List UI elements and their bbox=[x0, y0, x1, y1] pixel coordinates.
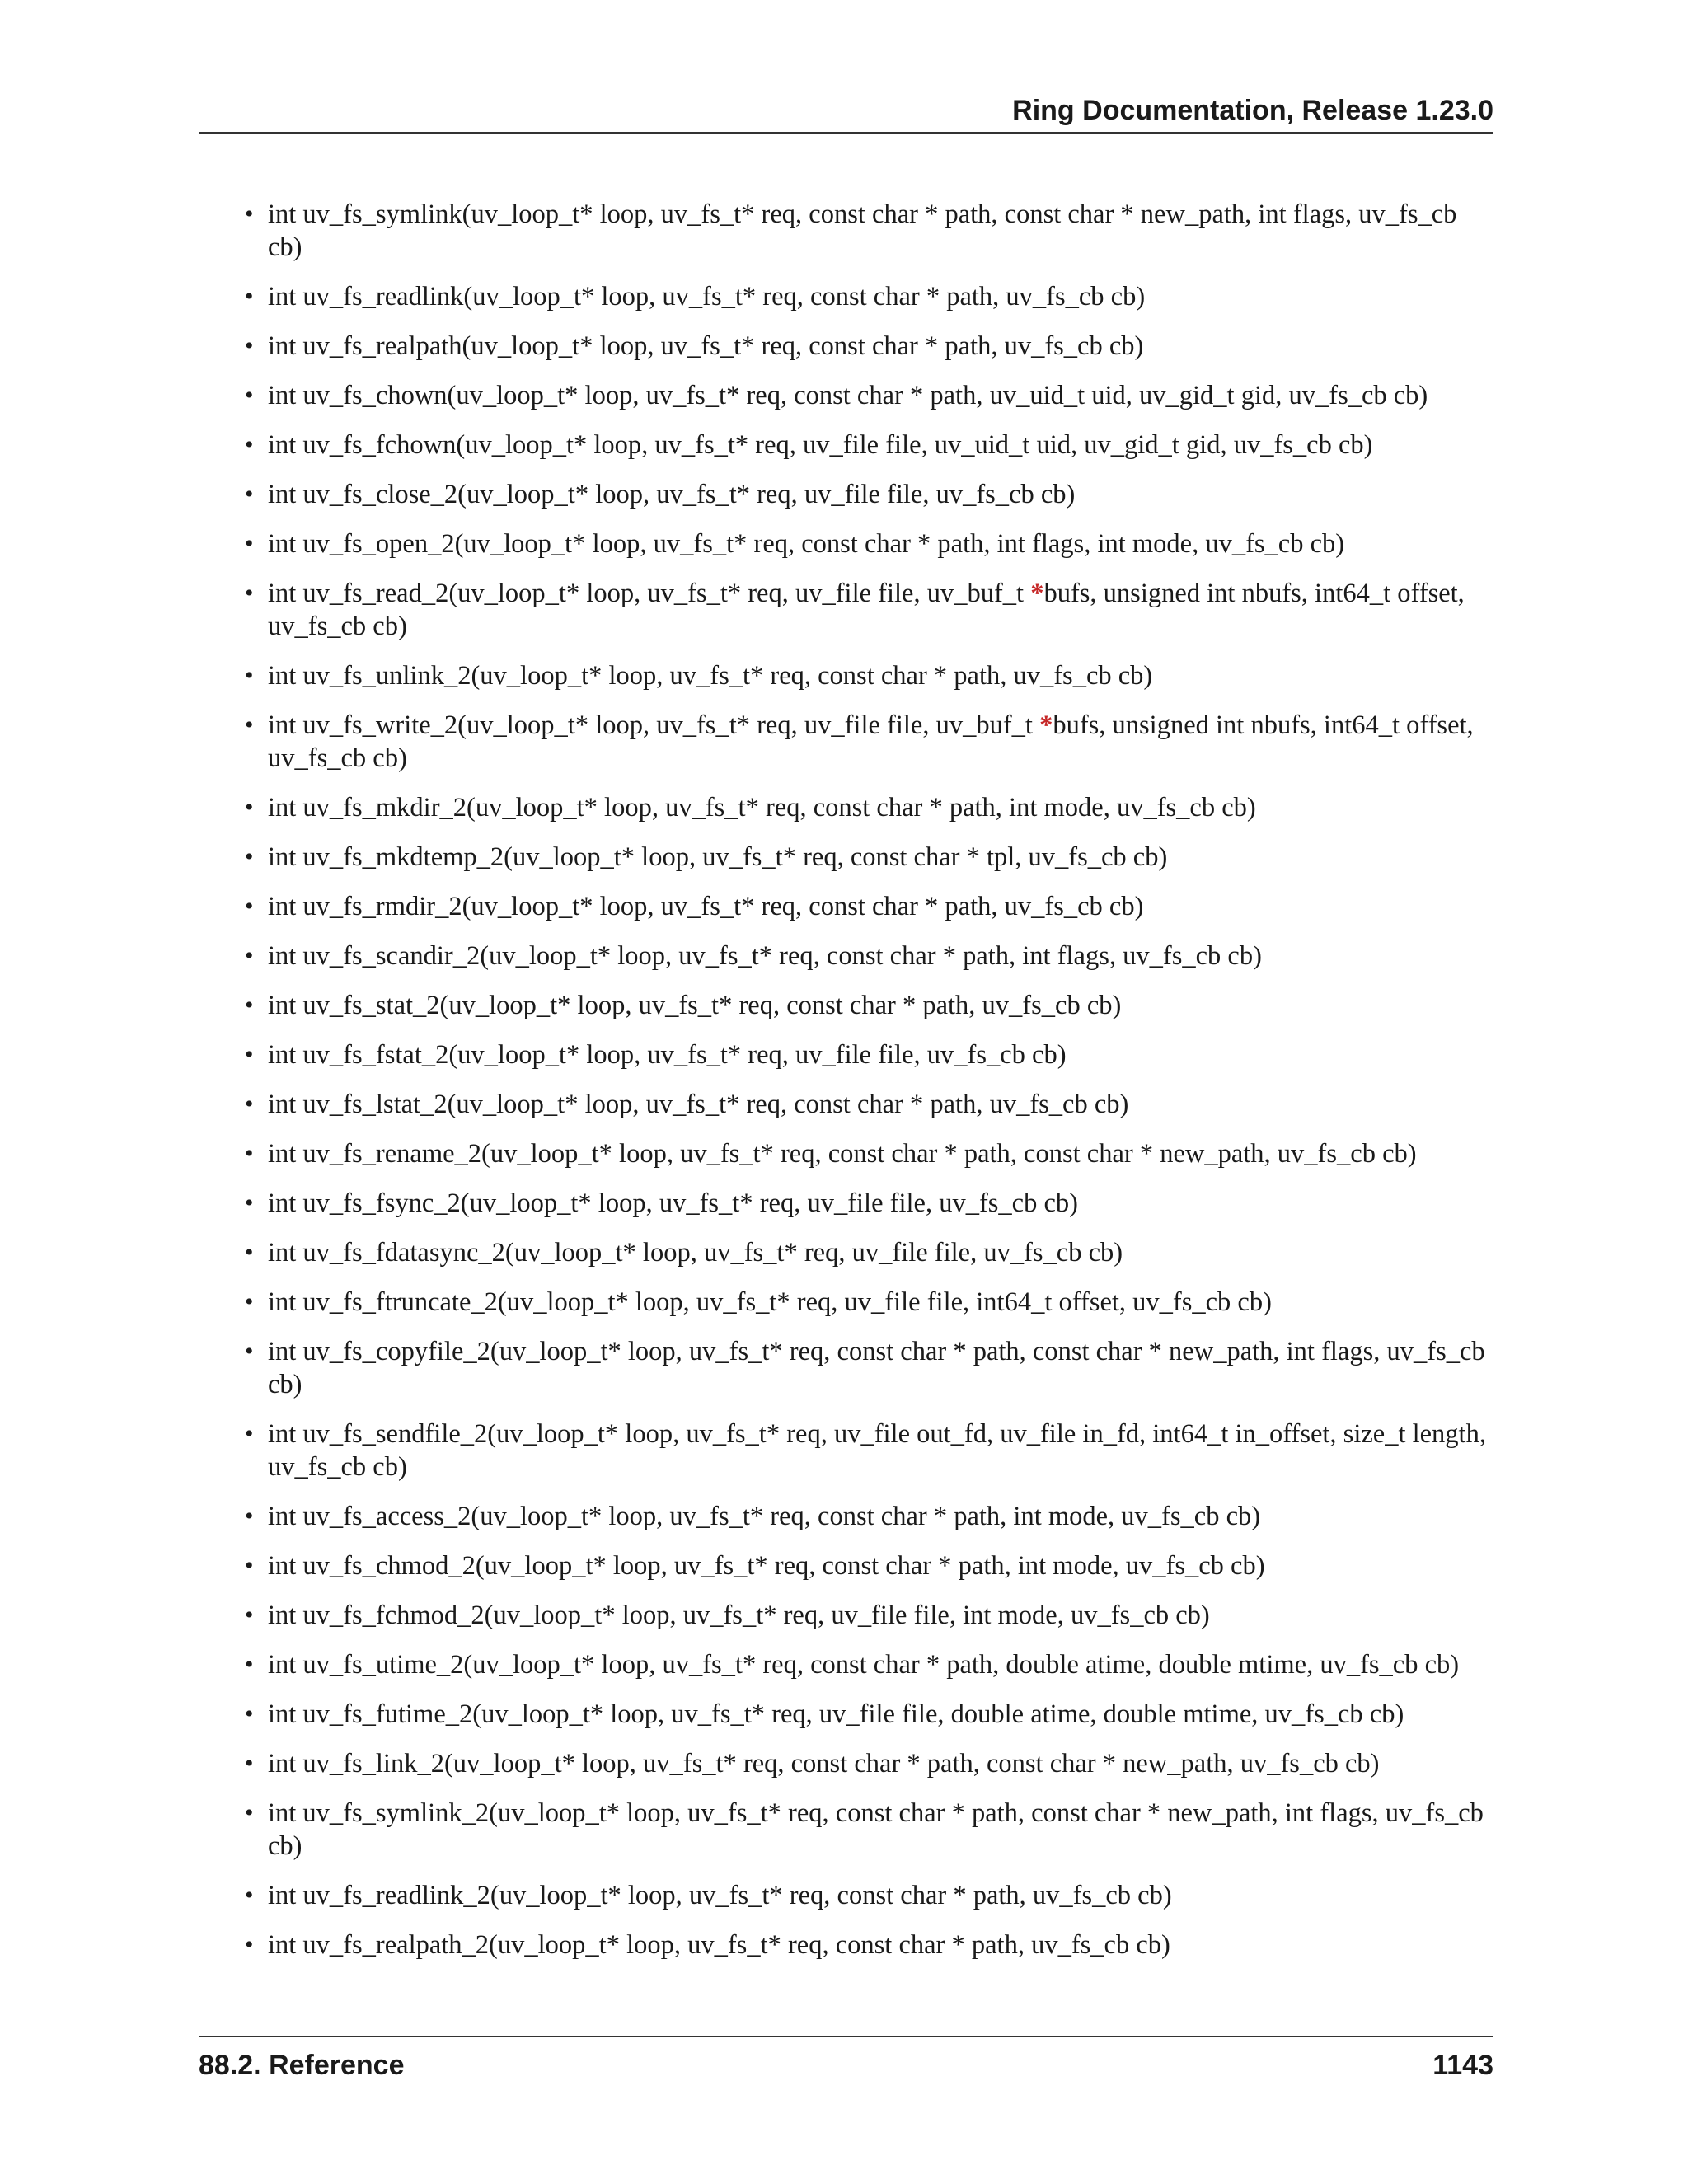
function-signature: int uv_fs_mkdir_2(uv_loop_t* loop, uv_fs_t* req, const char * path, int mode, uv_fs_cb cb) bbox=[268, 793, 1256, 823]
bullet-icon: • bbox=[245, 1090, 254, 1118]
function-signature: int uv_fs_futime_2(uv_loop_t* loop, uv_fs_t* req, uv_file file, double atime, double mtime, uv_fs_cb cb) bbox=[268, 1699, 1404, 1729]
error-marker: * bbox=[1030, 579, 1044, 608]
function-signature: int uv_fs_ftruncate_2(uv_loop_t* loop, uv_fs_t* req, uv_file file, int64_t offset, uv_fs_cb cb) bbox=[268, 1287, 1272, 1317]
function-item bbox=[199, 1879, 1493, 1912]
bullet-icon: • bbox=[245, 1338, 254, 1365]
bullet-icon: • bbox=[245, 200, 254, 227]
bullet-icon: • bbox=[245, 893, 254, 920]
function-signature: int uv_fs_write_2(uv_loop_t* loop, uv_fs_t* req, uv_file file, uv_buf_t bbox=[268, 710, 1040, 740]
function-signature: int uv_fs_close_2(uv_loop_t* loop, uv_fs_t* req, uv_file file, uv_fs_cb cb) bbox=[268, 480, 1076, 509]
bullet-icon: • bbox=[245, 794, 254, 821]
bullet-icon: • bbox=[245, 1288, 254, 1315]
bullet-icon: • bbox=[245, 1420, 254, 1447]
function-item bbox=[199, 478, 1493, 511]
bullet-icon: • bbox=[245, 991, 254, 1019]
bullet-icon: • bbox=[245, 1140, 254, 1167]
bullet-icon: • bbox=[245, 1750, 254, 1777]
page-header bbox=[199, 92, 1493, 134]
bullet-icon: • bbox=[245, 1552, 254, 1579]
function-item bbox=[199, 1286, 1493, 1319]
bullet-icon: • bbox=[245, 480, 254, 508]
function-signature: int uv_fs_sendfile_2(uv_loop_t* loop, uv_fs_t* req, uv_file out_fd, uv_file in_fd, int64_t in_offset, size_t length, uv_fs_cb cb) bbox=[268, 1419, 1486, 1482]
bullet-icon: • bbox=[245, 332, 254, 359]
function-signature: int uv_fs_utime_2(uv_loop_t* loop, uv_fs_t* req, const char * path, double atime, double mtime, uv_fs_cb cb) bbox=[268, 1650, 1460, 1680]
function-signature: int uv_fs_symlink_2(uv_loop_t* loop, uv_fs_t* req, const char * path, const char * new_path, int flags, uv_fs_cb cb) bbox=[268, 1798, 1484, 1861]
page-number: 1143 bbox=[1432, 2050, 1493, 2081]
error-marker: * bbox=[1039, 710, 1053, 740]
bullet-icon: • bbox=[245, 843, 254, 870]
function-item bbox=[199, 1088, 1493, 1121]
function-signature-rest: bufs, unsigned int nbufs, int64_t offset, uv_fs_cb cb) bbox=[268, 710, 1474, 773]
function-signature: int uv_fs_lstat_2(uv_loop_t* loop, uv_fs_t* req, const char * path, uv_fs_cb cb) bbox=[268, 1090, 1129, 1119]
function-item bbox=[199, 527, 1493, 560]
function-signature: int uv_fs_realpath_2(uv_loop_t* loop, uv_fs_t* req, const char * path, uv_fs_cb cb) bbox=[268, 1930, 1170, 1960]
bullet-icon: • bbox=[245, 942, 254, 969]
function-signature: int uv_fs_fdatasync_2(uv_loop_t* loop, uv_fs_t* req, uv_file file, uv_fs_cb cb) bbox=[268, 1238, 1123, 1268]
function-list bbox=[199, 198, 1493, 1961]
function-item bbox=[199, 379, 1493, 412]
function-item bbox=[199, 198, 1493, 264]
function-item bbox=[199, 989, 1493, 1022]
bullet-icon: • bbox=[245, 1041, 254, 1068]
function-item bbox=[199, 1236, 1493, 1269]
function-item bbox=[199, 1929, 1493, 1961]
function-item bbox=[199, 330, 1493, 363]
function-signature: int uv_fs_copyfile_2(uv_loop_t* loop, uv_fs_t* req, const char * path, const char * new_path, int flags, uv_fs_cb cb) bbox=[268, 1337, 1485, 1399]
function-item bbox=[199, 1418, 1493, 1483]
function-item bbox=[199, 1335, 1493, 1401]
section-label: 88.2. Reference bbox=[199, 2050, 405, 2081]
bullet-icon: • bbox=[245, 711, 254, 738]
bullet-icon: • bbox=[245, 579, 254, 607]
function-signature: int uv_fs_fchown(uv_loop_t* loop, uv_fs_t* req, uv_file file, uv_uid_t uid, uv_gid_t gid, uv_fs_cb cb) bbox=[268, 430, 1373, 460]
function-signature: int uv_fs_stat_2(uv_loop_t* loop, uv_fs_t* req, const char * path, uv_fs_cb cb) bbox=[268, 991, 1122, 1020]
function-item bbox=[199, 841, 1493, 874]
function-item bbox=[199, 1698, 1493, 1731]
function-signature-rest: bufs, unsigned int nbufs, int64_t offset, uv_fs_cb cb) bbox=[268, 579, 1465, 641]
function-item bbox=[199, 280, 1493, 313]
bullet-icon: • bbox=[245, 1239, 254, 1266]
function-signature: int uv_fs_chmod_2(uv_loop_t* loop, uv_fs_t* req, const char * path, int mode, uv_fs_cb cb) bbox=[268, 1551, 1265, 1581]
bullet-icon: • bbox=[245, 1700, 254, 1727]
function-item bbox=[199, 1549, 1493, 1582]
function-signature: int uv_fs_scandir_2(uv_loop_t* loop, uv_fs_t* req, const char * path, int flags, uv_fs_cb cb) bbox=[268, 941, 1262, 971]
function-signature: int uv_fs_fchmod_2(uv_loop_t* loop, uv_fs_t* req, uv_file file, int mode, uv_fs_cb cb) bbox=[268, 1601, 1210, 1630]
function-signature: int uv_fs_fsync_2(uv_loop_t* loop, uv_fs_t* req, uv_file file, uv_fs_cb cb) bbox=[268, 1188, 1078, 1218]
bullet-icon: • bbox=[245, 1799, 254, 1826]
function-signature: int uv_fs_read_2(uv_loop_t* loop, uv_fs_t* req, uv_file file, uv_buf_t bbox=[268, 579, 1031, 608]
function-item bbox=[199, 791, 1493, 824]
function-signature: int uv_fs_symlink(uv_loop_t* loop, uv_fs_t* req, const char * path, const char * new_path, int flags, uv_fs_cb cb) bbox=[268, 199, 1457, 262]
bullet-icon: • bbox=[245, 1931, 254, 1958]
function-item bbox=[199, 1500, 1493, 1533]
function-signature: int uv_fs_rmdir_2(uv_loop_t* loop, uv_fs_t* req, const char * path, uv_fs_cb cb) bbox=[268, 892, 1144, 921]
function-item bbox=[199, 659, 1493, 692]
function-signature: int uv_fs_readlink(uv_loop_t* loop, uv_fs_t* req, const char * path, uv_fs_cb cb) bbox=[268, 282, 1146, 312]
function-item bbox=[199, 1038, 1493, 1071]
bullet-icon: • bbox=[245, 1882, 254, 1909]
function-list-section bbox=[199, 198, 1493, 1978]
function-signature: int uv_fs_access_2(uv_loop_t* loop, uv_fs_t* req, const char * path, int mode, uv_fs_cb cb) bbox=[268, 1502, 1261, 1531]
function-item bbox=[199, 1137, 1493, 1170]
bullet-icon: • bbox=[245, 662, 254, 689]
function-signature: int uv_fs_unlink_2(uv_loop_t* loop, uv_fs_t* req, const char * path, uv_fs_cb cb) bbox=[268, 661, 1153, 691]
function-item bbox=[199, 890, 1493, 923]
function-signature: int uv_fs_rename_2(uv_loop_t* loop, uv_fs_t* req, const char * path, const char * new_path, uv_fs_cb cb) bbox=[268, 1139, 1417, 1169]
bullet-icon: • bbox=[245, 1189, 254, 1216]
document-title: Ring Documentation, Release 1.23.0 bbox=[1012, 95, 1493, 126]
function-signature: int uv_fs_open_2(uv_loop_t* loop, uv_fs_t* req, const char * path, int flags, int mode, uv_fs_cb cb) bbox=[268, 529, 1345, 559]
function-item bbox=[199, 577, 1493, 643]
function-item bbox=[199, 940, 1493, 972]
function-item bbox=[199, 1599, 1493, 1632]
function-item bbox=[199, 1797, 1493, 1863]
function-signature: int uv_fs_chown(uv_loop_t* loop, uv_fs_t* req, const char * path, uv_uid_t uid, uv_gid_t gid, uv_fs_cb cb) bbox=[268, 381, 1428, 410]
bullet-icon: • bbox=[245, 431, 254, 458]
function-item bbox=[199, 429, 1493, 462]
function-signature: int uv_fs_link_2(uv_loop_t* loop, uv_fs_t* req, const char * path, const char * new_path, uv_fs_cb cb) bbox=[268, 1749, 1380, 1779]
page-footer bbox=[199, 2036, 1493, 2087]
bullet-icon: • bbox=[245, 283, 254, 310]
function-signature: int uv_fs_realpath(uv_loop_t* loop, uv_fs_t* req, const char * path, uv_fs_cb cb) bbox=[268, 331, 1144, 361]
bullet-icon: • bbox=[245, 1601, 254, 1629]
function-signature: int uv_fs_readlink_2(uv_loop_t* loop, uv_fs_t* req, const char * path, uv_fs_cb cb) bbox=[268, 1881, 1172, 1910]
bullet-icon: • bbox=[245, 530, 254, 557]
function-item bbox=[199, 1187, 1493, 1220]
bullet-icon: • bbox=[245, 1502, 254, 1530]
function-signature: int uv_fs_fstat_2(uv_loop_t* loop, uv_fs_t* req, uv_file file, uv_fs_cb cb) bbox=[268, 1040, 1067, 1070]
bullet-icon: • bbox=[245, 382, 254, 409]
function-item bbox=[199, 709, 1493, 775]
function-item bbox=[199, 1648, 1493, 1681]
function-item bbox=[199, 1747, 1493, 1780]
function-signature: int uv_fs_mkdtemp_2(uv_loop_t* loop, uv_fs_t* req, const char * tpl, uv_fs_cb cb) bbox=[268, 842, 1168, 872]
bullet-icon: • bbox=[245, 1651, 254, 1678]
